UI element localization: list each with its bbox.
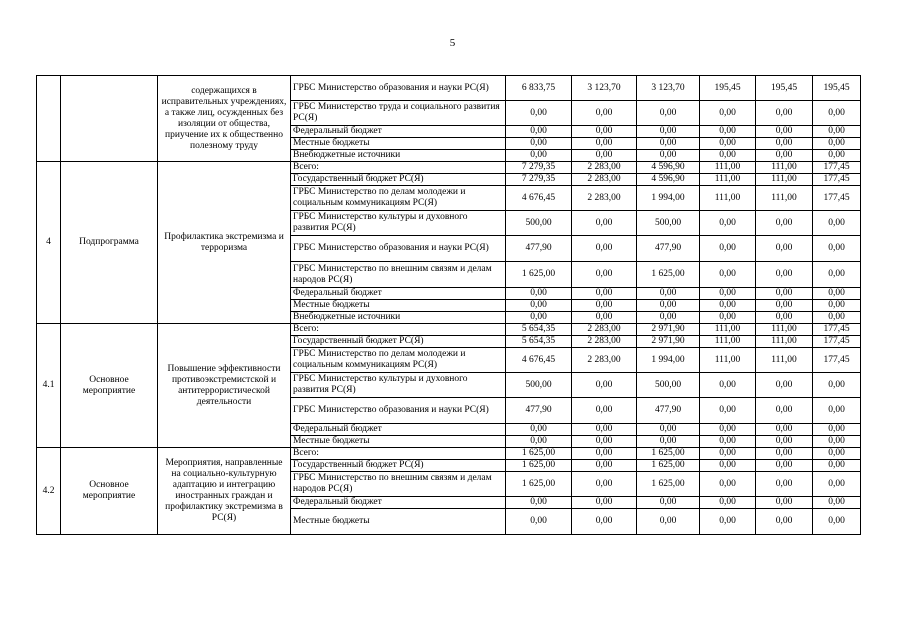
table-row xyxy=(37,324,861,336)
amount-cell: 0,00 xyxy=(572,126,637,138)
amount-cell: 4 596,90 xyxy=(637,174,700,186)
amount-cell: 0,00 xyxy=(506,150,572,162)
funding-source-cell: Всего: xyxy=(291,324,506,336)
amount-cell: 111,00 xyxy=(700,324,756,336)
amount-cell: 0,00 xyxy=(506,300,572,312)
amount-cell: 0,00 xyxy=(756,262,813,288)
amount-cell: 0,00 xyxy=(756,373,813,398)
amount-cell: 0,00 xyxy=(506,436,572,448)
program-type-cell: Основное мероприятие xyxy=(61,448,158,535)
amount-cell: 0,00 xyxy=(700,150,756,162)
amount-cell: 0,00 xyxy=(756,126,813,138)
amount-cell: 2 283,00 xyxy=(572,348,637,373)
amount-cell: 0,00 xyxy=(756,436,813,448)
amount-cell: 0,00 xyxy=(700,398,756,424)
amount-cell: 0,00 xyxy=(637,497,700,509)
amount-cell: 0,00 xyxy=(506,288,572,300)
amount-cell: 0,00 xyxy=(813,138,861,150)
amount-cell: 7 279,35 xyxy=(506,162,572,174)
amount-cell: 0,00 xyxy=(756,497,813,509)
amount-cell: 4 676,45 xyxy=(506,186,572,211)
amount-cell: 0,00 xyxy=(572,101,637,126)
amount-cell: 111,00 xyxy=(700,336,756,348)
funding-source-cell: Местные бюджеты xyxy=(291,300,506,312)
amount-cell: 0,00 xyxy=(572,472,637,497)
funding-source-cell: Местные бюджеты xyxy=(291,509,506,535)
amount-cell: 1 625,00 xyxy=(506,460,572,472)
funding-source-cell: Местные бюджеты xyxy=(291,138,506,150)
amount-cell: 0,00 xyxy=(637,312,700,324)
amount-cell: 0,00 xyxy=(572,436,637,448)
amount-cell: 0,00 xyxy=(637,138,700,150)
amount-cell: 0,00 xyxy=(572,460,637,472)
amount-cell: 0,00 xyxy=(813,436,861,448)
funding-source-cell: Внебюджетные источники xyxy=(291,312,506,324)
amount-cell: 0,00 xyxy=(813,300,861,312)
amount-cell: 0,00 xyxy=(756,236,813,262)
amount-cell: 0,00 xyxy=(756,448,813,460)
amount-cell: 0,00 xyxy=(572,300,637,312)
amount-cell: 0,00 xyxy=(813,448,861,460)
funding-source-cell: Федеральный бюджет xyxy=(291,497,506,509)
amount-cell: 0,00 xyxy=(700,448,756,460)
amount-cell: 0,00 xyxy=(700,509,756,535)
amount-cell: 0,00 xyxy=(506,126,572,138)
amount-cell: 0,00 xyxy=(637,150,700,162)
funding-source-cell: Государственный бюджет РС(Я) xyxy=(291,460,506,472)
amount-cell: 477,90 xyxy=(637,236,700,262)
amount-cell: 2 283,00 xyxy=(572,162,637,174)
amount-cell: 111,00 xyxy=(756,336,813,348)
amount-cell: 0,00 xyxy=(506,497,572,509)
amount-cell: 1 625,00 xyxy=(506,262,572,288)
amount-cell: 477,90 xyxy=(506,236,572,262)
row-number-cell: 4.1 xyxy=(37,324,61,448)
amount-cell: 111,00 xyxy=(756,162,813,174)
amount-cell: 0,00 xyxy=(756,398,813,424)
amount-cell: 0,00 xyxy=(756,509,813,535)
amount-cell: 0,00 xyxy=(700,288,756,300)
amount-cell: 111,00 xyxy=(756,174,813,186)
amount-cell: 111,00 xyxy=(700,186,756,211)
amount-cell: 177,45 xyxy=(813,336,861,348)
program-name-cell: содержащихся в исправительных учреждениях, а также лиц, осужденных без изоляции от общества, приучение их к общественно полезному труду xyxy=(158,76,291,162)
amount-cell: 0,00 xyxy=(813,373,861,398)
amount-cell: 0,00 xyxy=(572,150,637,162)
amount-cell: 111,00 xyxy=(700,162,756,174)
amount-cell: 195,45 xyxy=(756,76,813,101)
program-type-cell xyxy=(61,76,158,162)
amount-cell: 1 625,00 xyxy=(637,448,700,460)
amount-cell: 0,00 xyxy=(700,497,756,509)
amount-cell: 0,00 xyxy=(813,398,861,424)
amount-cell: 111,00 xyxy=(756,348,813,373)
amount-cell: 195,45 xyxy=(813,76,861,101)
amount-cell: 0,00 xyxy=(700,126,756,138)
amount-cell: 0,00 xyxy=(572,138,637,150)
amount-cell: 0,00 xyxy=(756,424,813,436)
amount-cell: 195,45 xyxy=(700,76,756,101)
amount-cell: 1 625,00 xyxy=(637,262,700,288)
funding-source-cell: ГРБС Министерство образования и науки РС(Я) xyxy=(291,76,506,101)
amount-cell: 500,00 xyxy=(506,373,572,398)
amount-cell: 0,00 xyxy=(813,312,861,324)
amount-cell: 0,00 xyxy=(506,312,572,324)
amount-cell: 177,45 xyxy=(813,348,861,373)
amount-cell: 6 833,75 xyxy=(506,76,572,101)
amount-cell: 0,00 xyxy=(572,211,637,236)
row-number-cell: 4 xyxy=(37,162,61,324)
amount-cell: 0,00 xyxy=(572,448,637,460)
amount-cell: 0,00 xyxy=(756,150,813,162)
amount-cell: 0,00 xyxy=(572,424,637,436)
program-type-cell: Подпрограмма xyxy=(61,162,158,324)
amount-cell: 0,00 xyxy=(813,211,861,236)
amount-cell: 2 283,00 xyxy=(572,336,637,348)
amount-cell: 0,00 xyxy=(700,236,756,262)
page-number: 5 xyxy=(449,37,456,49)
amount-cell: 0,00 xyxy=(756,460,813,472)
amount-cell: 4 676,45 xyxy=(506,348,572,373)
amount-cell: 0,00 xyxy=(700,262,756,288)
amount-cell: 0,00 xyxy=(756,300,813,312)
funding-source-cell: Всего: xyxy=(291,162,506,174)
row-number-cell: 4.2 xyxy=(37,448,61,535)
amount-cell: 0,00 xyxy=(813,236,861,262)
amount-cell: 1 625,00 xyxy=(637,460,700,472)
amount-cell: 0,00 xyxy=(756,288,813,300)
amount-cell: 477,90 xyxy=(637,398,700,424)
amount-cell: 0,00 xyxy=(813,472,861,497)
funding-source-cell: Внебюджетные источники xyxy=(291,150,506,162)
amount-cell: 3 123,70 xyxy=(572,76,637,101)
amount-cell: 111,00 xyxy=(700,348,756,373)
amount-cell: 7 279,35 xyxy=(506,174,572,186)
row-number-cell xyxy=(37,76,61,162)
funding-source-cell: Местные бюджеты xyxy=(291,436,506,448)
amount-cell: 0,00 xyxy=(572,288,637,300)
program-name-cell: Профилактика экстремизма и терроризма xyxy=(158,162,291,324)
amount-cell: 500,00 xyxy=(506,211,572,236)
amount-cell: 2 283,00 xyxy=(572,174,637,186)
funding-source-cell: ГРБС Министерство по внешним связям и делам народов РС(Я) xyxy=(291,262,506,288)
amount-cell: 2 283,00 xyxy=(572,324,637,336)
amount-cell: 177,45 xyxy=(813,162,861,174)
amount-cell: 0,00 xyxy=(572,497,637,509)
amount-cell: 2 283,00 xyxy=(572,186,637,211)
funding-source-cell: ГРБС Министерство культуры и духовного развития РС(Я) xyxy=(291,373,506,398)
amount-cell: 500,00 xyxy=(637,211,700,236)
amount-cell: 0,00 xyxy=(700,300,756,312)
amount-cell: 0,00 xyxy=(700,211,756,236)
amount-cell: 0,00 xyxy=(637,509,700,535)
funding-source-cell: ГРБС Министерство труда и социального развития РС(Я) xyxy=(291,101,506,126)
funding-source-cell: Федеральный бюджет xyxy=(291,126,506,138)
amount-cell: 0,00 xyxy=(700,373,756,398)
amount-cell: 5 654,35 xyxy=(506,336,572,348)
budget-table xyxy=(36,75,861,535)
amount-cell: 0,00 xyxy=(506,509,572,535)
amount-cell: 0,00 xyxy=(700,138,756,150)
amount-cell: 111,00 xyxy=(756,186,813,211)
amount-cell: 0,00 xyxy=(572,373,637,398)
amount-cell: 0,00 xyxy=(813,424,861,436)
table-row xyxy=(37,448,861,460)
amount-cell: 0,00 xyxy=(637,288,700,300)
amount-cell: 0,00 xyxy=(700,312,756,324)
amount-cell: 2 971,90 xyxy=(637,336,700,348)
funding-source-cell: Всего: xyxy=(291,448,506,460)
funding-source-cell: Федеральный бюджет xyxy=(291,288,506,300)
amount-cell: 1 625,00 xyxy=(506,472,572,497)
amount-cell: 0,00 xyxy=(637,101,700,126)
amount-cell: 0,00 xyxy=(700,436,756,448)
amount-cell: 0,00 xyxy=(572,262,637,288)
amount-cell: 177,45 xyxy=(813,186,861,211)
amount-cell: 0,00 xyxy=(756,138,813,150)
funding-source-cell: ГРБС Министерство образования и науки РС(Я) xyxy=(291,398,506,424)
amount-cell: 0,00 xyxy=(700,460,756,472)
amount-cell: 0,00 xyxy=(813,509,861,535)
amount-cell: 0,00 xyxy=(813,460,861,472)
amount-cell: 0,00 xyxy=(756,312,813,324)
amount-cell: 0,00 xyxy=(813,150,861,162)
amount-cell: 0,00 xyxy=(813,101,861,126)
program-type-cell: Основное мероприятие xyxy=(61,324,158,448)
amount-cell: 3 123,70 xyxy=(637,76,700,101)
program-name-cell: Мероприятия, направленные на социально-культурную адаптацию и интеграцию иностранных граждан и профилактику экстремизма в РС(Я) xyxy=(158,448,291,535)
amount-cell: 111,00 xyxy=(756,324,813,336)
funding-source-cell: ГРБС Министерство по внешним связям и делам народов РС(Я) xyxy=(291,472,506,497)
amount-cell: 0,00 xyxy=(700,101,756,126)
amount-cell: 0,00 xyxy=(813,288,861,300)
amount-cell: 0,00 xyxy=(637,126,700,138)
amount-cell: 500,00 xyxy=(637,373,700,398)
funding-source-cell: ГРБС Министерство образования и науки РС(Я) xyxy=(291,236,506,262)
amount-cell: 0,00 xyxy=(572,312,637,324)
amount-cell: 1 625,00 xyxy=(637,472,700,497)
amount-cell: 1 994,00 xyxy=(637,348,700,373)
amount-cell: 2 971,90 xyxy=(637,324,700,336)
amount-cell: 0,00 xyxy=(572,236,637,262)
funding-source-cell: Государственный бюджет РС(Я) xyxy=(291,174,506,186)
amount-cell: 0,00 xyxy=(756,211,813,236)
amount-cell: 0,00 xyxy=(756,101,813,126)
funding-source-cell: ГРБС Министерство по делам молодежи и социальным коммуникациям РС(Я) xyxy=(291,186,506,211)
amount-cell: 4 596,90 xyxy=(637,162,700,174)
amount-cell: 0,00 xyxy=(637,436,700,448)
amount-cell: 0,00 xyxy=(506,101,572,126)
amount-cell: 0,00 xyxy=(813,497,861,509)
table-row xyxy=(37,76,861,101)
amount-cell: 0,00 xyxy=(813,262,861,288)
amount-cell: 0,00 xyxy=(506,138,572,150)
amount-cell: 0,00 xyxy=(572,398,637,424)
table-row xyxy=(37,162,861,174)
program-name-cell: Повышение эффективности противоэкстремистской и антитеррористической деятельности xyxy=(158,324,291,448)
funding-source-cell: ГРБС Министерство культуры и духовного развития РС(Я) xyxy=(291,211,506,236)
funding-source-cell: Федеральный бюджет xyxy=(291,424,506,436)
amount-cell: 0,00 xyxy=(813,126,861,138)
funding-source-cell: ГРБС Министерство по делам молодежи и социальным коммуникациям РС(Я) xyxy=(291,348,506,373)
amount-cell: 0,00 xyxy=(700,472,756,497)
amount-cell: 1 994,00 xyxy=(637,186,700,211)
amount-cell: 177,45 xyxy=(813,174,861,186)
amount-cell: 0,00 xyxy=(756,472,813,497)
amount-cell: 1 625,00 xyxy=(506,448,572,460)
amount-cell: 0,00 xyxy=(637,300,700,312)
amount-cell: 177,45 xyxy=(813,324,861,336)
amount-cell: 111,00 xyxy=(700,174,756,186)
amount-cell: 0,00 xyxy=(637,424,700,436)
funding-source-cell: Государственный бюджет РС(Я) xyxy=(291,336,506,348)
amount-cell: 5 654,35 xyxy=(506,324,572,336)
amount-cell: 477,90 xyxy=(506,398,572,424)
amount-cell: 0,00 xyxy=(700,424,756,436)
amount-cell: 0,00 xyxy=(506,424,572,436)
amount-cell: 0,00 xyxy=(572,509,637,535)
